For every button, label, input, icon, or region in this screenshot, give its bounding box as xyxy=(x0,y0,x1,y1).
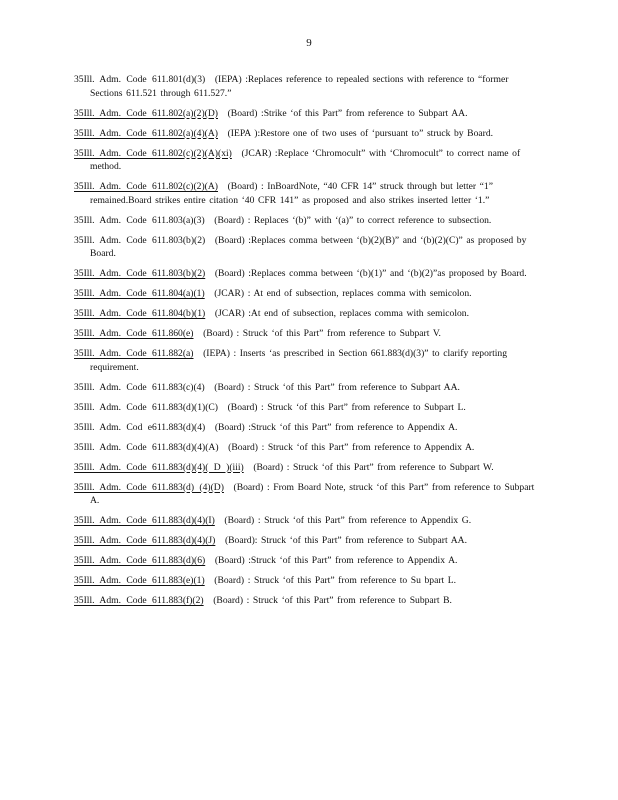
change-description: (JCAR) :Replace ‘Chromocult” with ‘Chromocult” to correct name of method. xyxy=(90,147,521,172)
amendment-entry xyxy=(74,421,540,435)
code-citation: 35Ill. Adm. Code 611.883(d)(6) xyxy=(74,555,206,566)
change-description: (Board) : From Board Note, struck ‘of this Part” from reference to Subpart A. xyxy=(90,481,535,506)
amendment-entry xyxy=(74,441,540,455)
amendment-entry xyxy=(74,180,540,207)
amendment-entry xyxy=(74,267,540,281)
amendment-entry xyxy=(74,327,540,341)
amendment-entry xyxy=(74,381,540,395)
amendment-entry xyxy=(74,574,540,588)
code-citation: 35Ill. Adm. Code 611.883(d)(4)( D )(iii) xyxy=(74,461,244,473)
code-citation: 35Ill. Adm. Cod e611.883(d)(4) xyxy=(74,421,206,433)
change-description: (IEPA) : Inserts ‘as prescribed in Section 661.883(d)(3)” to clarify reporting requirement. xyxy=(90,348,507,373)
code-citation: 35Ill. Adm. Code 611.883(c)(4) xyxy=(74,381,205,393)
amendment-entry xyxy=(74,554,540,568)
code-citation: 35Ill. Adm. Code 611.860(e) xyxy=(74,328,194,339)
change-description: (Board) : Struck ‘of this Part” from reference to Subpart L. xyxy=(227,401,466,413)
code-citation: 35Ill. Adm. Code 611.804(b)(1) xyxy=(74,308,206,319)
change-description: (Board) :Struck ‘of this Part” from reference to Appendix A. xyxy=(214,555,458,566)
change-description: (IEPA) :Replaces reference to repealed sections with reference to “former Sections 611.521 through 611.527.” xyxy=(90,74,509,99)
code-citation: 35Ill. Adm. Code 611.883(d)(4)(I) xyxy=(74,515,215,526)
change-description: (Board) : Struck ‘of this Part” from reference to Su bpart L. xyxy=(214,575,457,586)
code-citation: 35Ill. Adm. Code 611.883(d) (4)(D) xyxy=(74,481,224,493)
code-citation: 35Ill. Adm. Code 611.802(a)(4)(A) xyxy=(74,127,218,139)
amendment-entry xyxy=(74,214,540,228)
change-description: (Board) :Struck ‘of this Part” from reference to Appendix A. xyxy=(214,421,458,433)
code-citation: 35Ill. Adm. Code 611.803(b)(2) xyxy=(74,268,206,279)
amendment-entry xyxy=(74,461,540,475)
code-citation: 35Ill. Adm. Code 611.883(d)(4)(A) xyxy=(74,441,219,453)
code-citation: 35Ill. Adm. Code 611.804(a)(1) xyxy=(74,288,205,299)
amendment-entry xyxy=(74,401,540,415)
change-description: (Board) : Replaces ‘(b)” with ‘(a)” to correct reference to subsection. xyxy=(214,214,492,226)
code-citation: 35Ill. Adm. Code 611.883(f)(2) xyxy=(74,595,204,606)
change-description: (JCAR) : At end of subsection, replaces comma with semicolon. xyxy=(214,288,472,299)
amendment-entry xyxy=(74,73,540,100)
amendment-entry xyxy=(74,107,540,121)
code-citation: 35Ill. Adm. Code 611.883(e)(1) xyxy=(74,575,205,586)
change-description: (Board) :Replaces comma between ‘(b)(2)(B)” and ‘(b)(2)(C)” as proposed by Board. xyxy=(90,234,527,259)
change-description: (Board) : Struck ‘of this Part” from reference to Subpart W. xyxy=(253,461,494,473)
code-citation: 35Ill. Adm. Code 611.802(a)(2)(D) xyxy=(74,107,218,119)
change-description: (Board) : Struck ‘of this Part” from reference to Appendix G. xyxy=(224,515,472,526)
change-description: (Board) :Strike ‘of this Part” from reference to Subpart AA. xyxy=(227,107,468,119)
change-description: (Board) : Struck ‘of this Part” from reference to Appendix A. xyxy=(228,441,475,453)
amendment-entry xyxy=(74,127,540,141)
change-description: (IEPA ):Restore one of two uses of ‘pursuant to” struck by Board. xyxy=(227,127,494,139)
page-number: 9 xyxy=(306,37,312,49)
amendment-entry xyxy=(74,147,540,174)
amendment-entry xyxy=(74,514,540,528)
code-citation: 35Ill. Adm. Code 611.803(b)(2) xyxy=(74,234,206,246)
code-citation: 35Ill. Adm. Code 611.883(d)(1)(C) xyxy=(74,401,219,413)
change-description: (Board) : Struck ‘of this Part” from reference to Subpart AA. xyxy=(214,381,460,393)
code-citation: 35Ill. Adm. Code 611.802(c)(2)(A)(xi) xyxy=(74,147,232,159)
code-citation: 35Ill. Adm. Code 611.882(a) xyxy=(74,348,194,359)
amendment-entry xyxy=(74,234,540,261)
amendment-list xyxy=(74,73,540,614)
change-description: (Board): Struck ‘of this Part” from reference to Subpart AA. xyxy=(224,535,467,546)
change-description: (Board) :Replaces comma between ‘(b)(1)” and ‘(b)(2)”as proposed by Board. xyxy=(214,268,527,279)
change-description: (Board) : InBoardNote, “40 CFR 14” struck through but letter “1” remained.Board strikes entire citation ‘40 CFR 141” as proposed and also strikes inserted letter ‘1.” xyxy=(90,181,493,206)
amendment-entry xyxy=(74,481,540,508)
code-citation: 35Ill. Adm. Code 611.802(c)(2)(A) xyxy=(74,181,218,192)
change-description: (Board) : Struck ‘of this Part” from reference to Subpart B. xyxy=(213,595,452,606)
code-citation: 35Ill. Adm. Code 611.883(d)(4)(J) xyxy=(74,535,216,546)
amendment-entry xyxy=(74,287,540,301)
amendment-entry xyxy=(74,534,540,548)
amendment-entry xyxy=(74,594,540,608)
amendment-entry xyxy=(74,307,540,321)
code-citation: 35Ill. Adm. Code 611.801(d)(3) xyxy=(74,74,206,85)
amendment-entry xyxy=(74,347,540,374)
change-description: (Board) : Struck ‘of this Part” from reference to Subpart V. xyxy=(203,328,441,339)
code-citation: 35Ill. Adm. Code 611.803(a)(3) xyxy=(74,214,205,226)
change-description: (JCAR) :At end of subsection, replaces comma with semicolon. xyxy=(214,308,470,319)
